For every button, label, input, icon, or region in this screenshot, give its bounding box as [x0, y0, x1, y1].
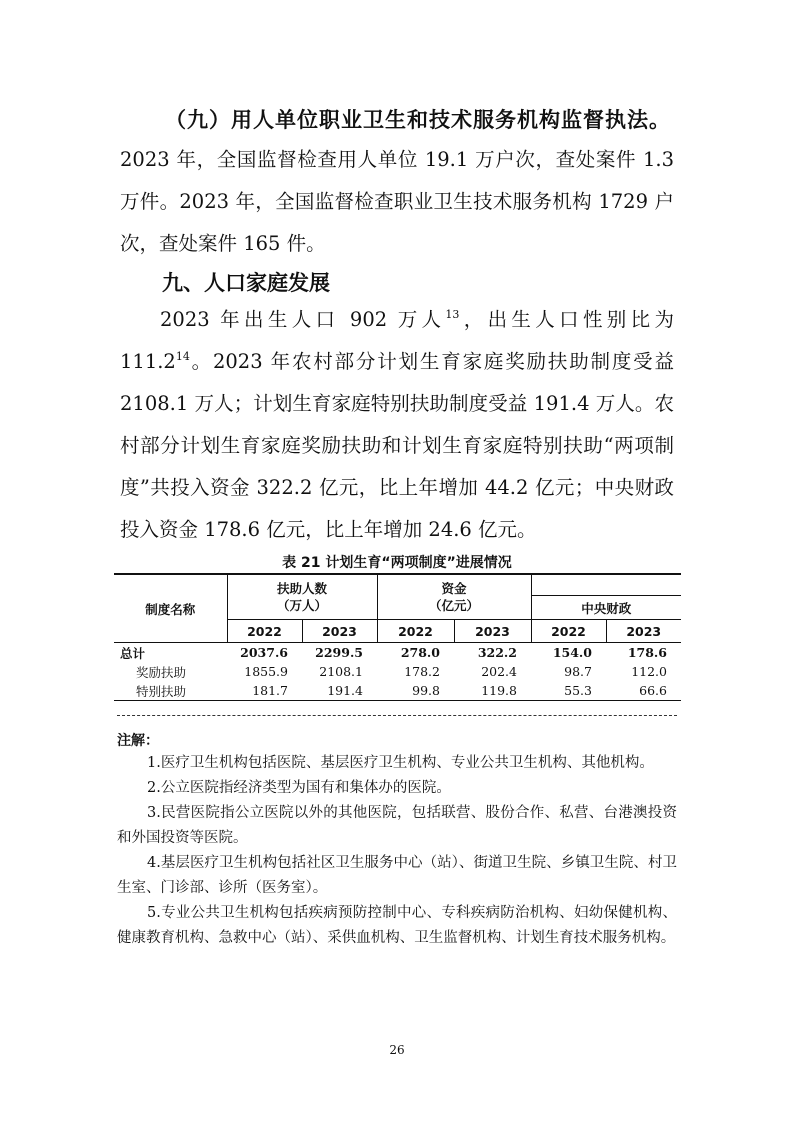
supervision-paragraph: 2023 年，全国监督检查用人单位 19.1 万户次，查处案件 1.3 万件。2023 年，全国监督检查职业卫生技术服务机构 1729 户次，查处案件 165 件。 [120, 148, 674, 255]
section-sub-heading: （九）用人单位职业卫生和技术服务机构监督执法。 [165, 108, 671, 132]
header-central-finance: 中央财政 [531, 596, 681, 620]
year-header: 2022 [531, 620, 606, 643]
row-name: 奖励扶助 [136, 664, 187, 680]
header-funds-line2: （亿元） [428, 598, 479, 613]
table-row [114, 681, 681, 701]
notes-title: 注解： [117, 733, 159, 749]
table-title: 表 21 计划生育“两项制度”进展情况 [282, 555, 512, 571]
year-header: 2022 [377, 620, 454, 643]
table-cell: 191.4 [302, 681, 377, 701]
page-number: 26 [389, 1043, 405, 1057]
header-funds-line1: 资金 [441, 581, 467, 596]
footnote-ref-13: 13 [445, 308, 460, 321]
notes-divider [117, 715, 677, 716]
table-cell: 178.6 [627, 645, 667, 660]
note-item: 2.公立医院指经济类型为国有和集体办的医院。 [147, 780, 451, 796]
population-text-part2: ，出生人口性别比为 111.2 [120, 308, 674, 373]
table-cell: 181.7 [227, 681, 302, 701]
table-cell: 178.2 [404, 664, 440, 679]
year-header: 2023 [302, 620, 377, 643]
population-paragraph [120, 299, 674, 551]
table-cell: 55.3 [531, 681, 606, 701]
table-cell: 112.0 [631, 664, 667, 679]
table-cell: 278.0 [400, 645, 440, 660]
note-item: 4.基层医疗卫生机构包括社区卫生服务中心（站）、街道卫生院、乡镇卫生院、村卫生室、门诊部、诊所（医务室）。 [117, 855, 677, 896]
note-item: 1.医疗卫生机构包括医院、基层医疗卫生机构、专业公共卫生机构、其他机构。 [147, 755, 654, 771]
row-name: 特别扶助 [114, 681, 227, 701]
note-item: 5.专业公共卫生机构包括疾病预防控制中心、专科疾病防治机构、妇幼保健机构、健康教育机构、急救中心（站）、采供血机构、卫生监督机构、计划生育技术服务机构。 [117, 905, 677, 946]
family-planning-table [114, 573, 681, 701]
header-recipients [227, 574, 377, 620]
table-cell: 322.2 [477, 645, 517, 660]
table-row [114, 662, 681, 681]
population-text-part3: 。2023 年农村部分计划生育家庭奖励扶助制度受益 2108.1 万人；计划生育家庭特别扶助制度受益 191.4 万人。农村部分计划生育家庭奖励扶助和计划生育家庭特别扶助“两项制度”共投入资金 322.2 亿元，比上年增加 44.2 亿元；中央财政投入资金 178.6 亿元，比上年增加 24.6 亿元。 [120, 350, 674, 541]
table-cell: 99.8 [377, 681, 454, 701]
note-item: 3.民营医院指公立医院以外的其他医院，包括联营、股份合作、私营、台港澳投资和外国投资等医院。 [117, 805, 677, 846]
footnote-ref-14: 14 [175, 350, 190, 363]
header-spacer [531, 574, 681, 596]
table-cell: 2037.6 [240, 645, 288, 660]
header-recipients-line1: 扶助人数 [276, 581, 327, 596]
table-cell: 66.6 [606, 681, 681, 701]
table-cell: 2108.1 [319, 664, 363, 679]
table-row [114, 643, 681, 663]
table-cell: 202.4 [481, 664, 517, 679]
header-name: 制度名称 [114, 574, 227, 643]
header-funds [377, 574, 531, 620]
header-recipients-line2: （万人） [276, 598, 327, 613]
table-cell: 1855.9 [244, 664, 288, 679]
table-cell: 119.8 [454, 681, 531, 701]
row-name: 总计 [120, 645, 146, 661]
table-cell: 154.0 [552, 645, 592, 660]
notes-list [117, 751, 677, 951]
table-cell: 98.7 [564, 664, 592, 679]
year-header: 2022 [227, 620, 302, 643]
section-heading: 九、人口家庭发展 [162, 271, 330, 295]
population-text-part1: 2023 年出生人口 902 万人 [160, 308, 446, 331]
year-header: 2023 [454, 620, 531, 643]
year-header: 2023 [606, 620, 681, 643]
table-cell: 2299.5 [315, 645, 363, 660]
